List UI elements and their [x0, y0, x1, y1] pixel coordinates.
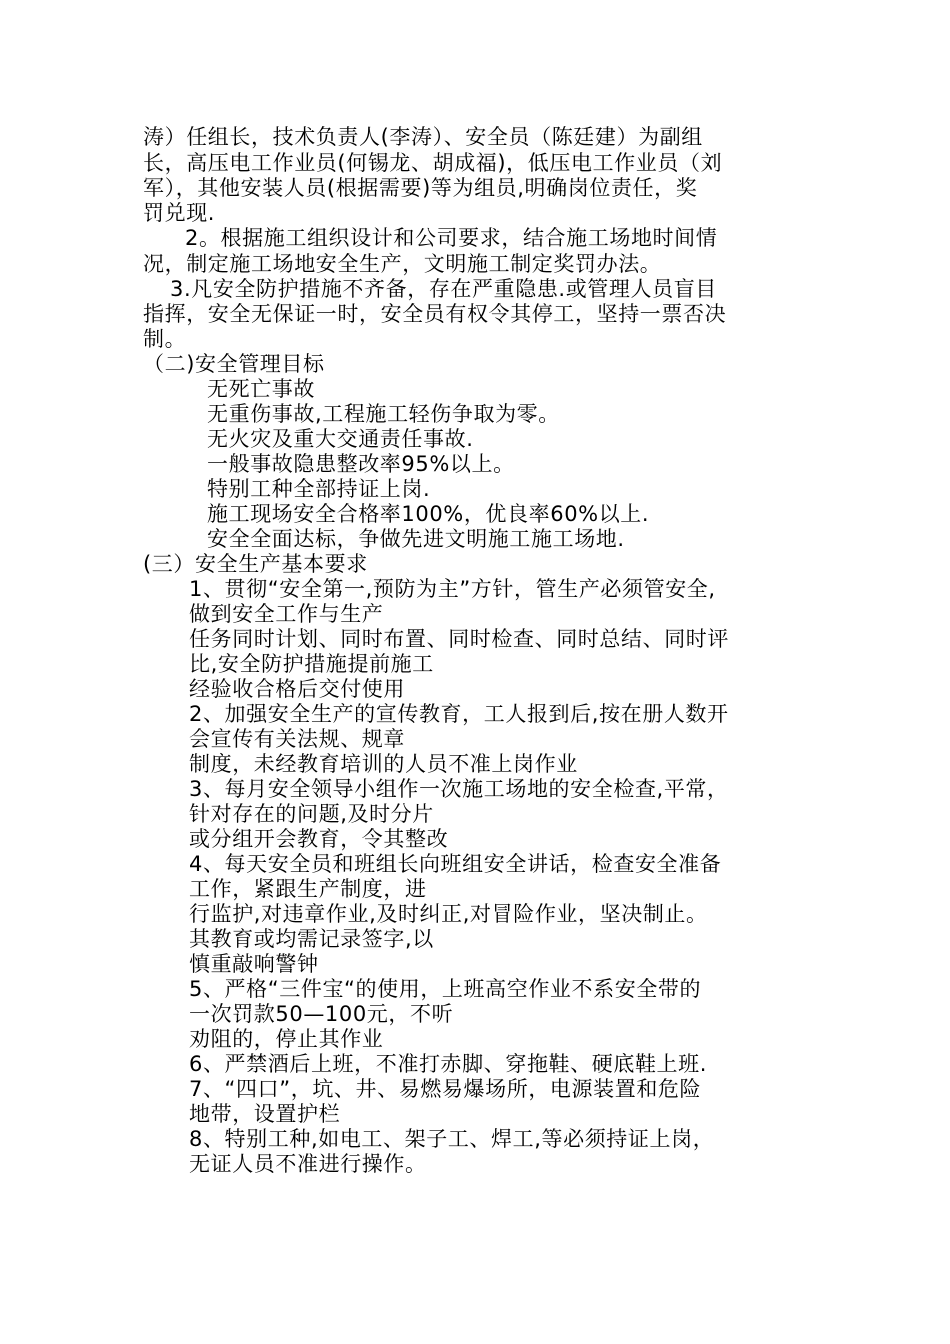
text-line: 比,安全防护措施提前施工 — [189, 652, 434, 676]
text-line: 施工现场安全合格率100%，优良率60%以上. — [207, 502, 650, 526]
text-line: 无重伤事故,工程施工轻伤争取为零。 — [207, 402, 560, 426]
text-line: 制。 — [143, 327, 187, 351]
text-line: 一般事故隐患整改率95%以上。 — [207, 452, 515, 476]
text-line: 行监护,对违章作业,及时纠正,对冒险作业，坚决制止。 — [189, 902, 708, 926]
text-line: 军），其他安装人员(根据需要)等为组员,明确岗位责任，奖 — [143, 176, 698, 200]
text-line: 工作，紧跟生产制度，进 — [189, 877, 427, 901]
text-line: 或分组开会教育，令其整改 — [189, 827, 449, 851]
text-line: 制度，未经教育培训的人员不准上岗作业 — [189, 752, 578, 776]
text-line: 地带，设置护栏 — [189, 1102, 341, 1126]
text-line: 7、“四口”，坑、井、易燃易爆场所，电源装置和危险 — [189, 1077, 702, 1101]
text-line: 4、每天安全员和班组长向班组安全讲话，检查安全准备 — [189, 852, 722, 876]
text-line: 会宣传有关法规、规章 — [189, 727, 405, 751]
text-line: 其教育或均需记录签字,以 — [189, 927, 434, 951]
text-line: 劝阻的，停止其作业 — [189, 1027, 384, 1051]
text-line: 经验收合格后交付使用 — [189, 677, 405, 701]
text-line: 任务同时计划、同时布置、同时检查、同时总结、同时评 — [189, 627, 729, 651]
text-line: 3.凡安全防护措施不齐备，存在严重隐患.或管理人员盲目 — [170, 277, 717, 301]
text-line: 安全全面达标，争做先进文明施工施工场地. — [207, 527, 625, 551]
text-line: 特别工种全部持证上岗. — [207, 477, 431, 501]
text-line: 2。根据施工组织设计和公司要求，结合施工场地时间情 — [185, 226, 718, 250]
text-line: 一次罚款50—100元，不听 — [189, 1002, 454, 1026]
text-line: 做到安全工作与生产 — [189, 602, 384, 626]
text-line: 指挥，安全无保证一时，安全员有权令其停工，坚持一票否决 — [143, 302, 727, 326]
section-heading: （二)安全管理目标 — [143, 352, 325, 376]
text-line: 2、加强安全生产的宣传教育，工人报到后,按在册人数开 — [189, 702, 729, 726]
text-line: 无证人员不准进行操作。 — [189, 1152, 427, 1176]
text-line: 无火灾及重大交通责任事故. — [207, 427, 474, 451]
text-line: 1、贯彻“安全第一,预防为主”方针，管生产必须管安全, — [189, 577, 716, 601]
text-line: 况，制定施工场地安全生产，文明施工制定奖罚办法。 — [143, 252, 662, 276]
text-line: 慎重敲响警钟 — [189, 952, 319, 976]
text-line: 5、严格“三件宝“的使用，上班高空作业不系安全带的 — [189, 977, 702, 1001]
text-line: 8、特别工种,如电工、架子工、焊工,等必须持证上岗， — [189, 1127, 715, 1151]
text-line: 针对存在的问题,及时分片 — [189, 802, 434, 826]
text-line: 长，高压电工作业员(何锡龙、胡成福)，低压电工作业员（刘 — [143, 151, 723, 175]
text-line: 无死亡事故 — [207, 377, 315, 401]
text-line: 涛）任组长，技术负责人(李涛）、安全员（陈廷建）为副组 — [143, 125, 703, 149]
section-heading: (三）安全生产基本要求 — [143, 552, 368, 576]
text-line: 罚兑现. — [143, 201, 216, 225]
text-line: 6、严禁酒后上班，不准打赤脚、穿拖鞋、硬底鞋上班. — [189, 1052, 708, 1076]
text-line: 3、每月安全领导小组作一次施工场地的安全检查,平常， — [189, 777, 729, 801]
